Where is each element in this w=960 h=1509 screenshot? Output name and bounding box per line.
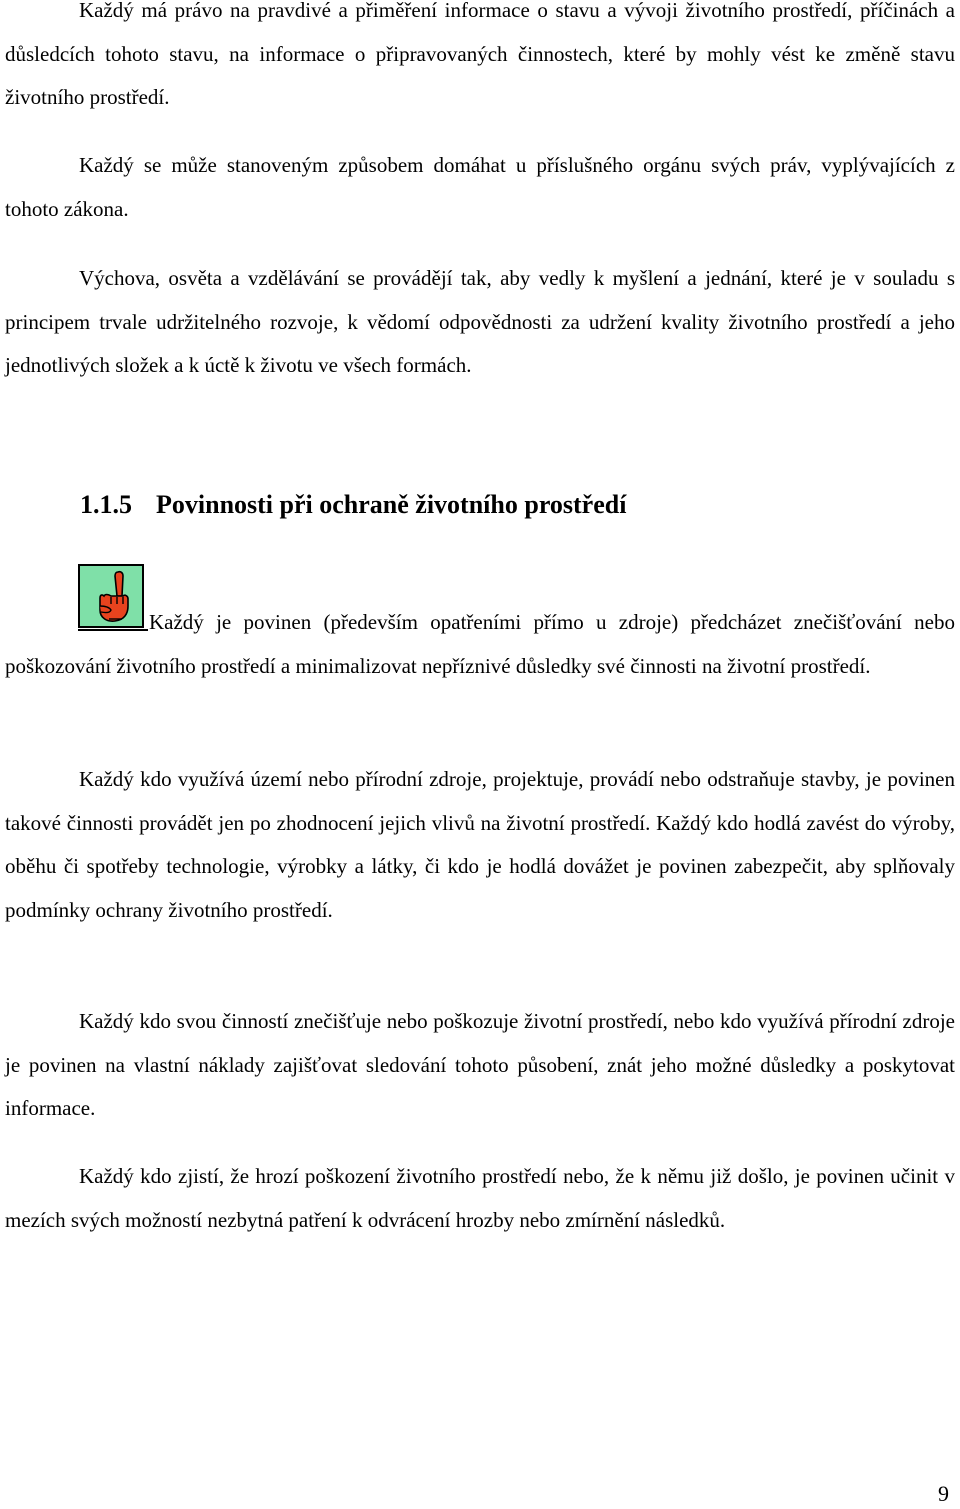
section-heading <box>80 485 626 525</box>
section-number: 1.1.5 <box>80 490 132 519</box>
paragraph-education: Výchova, osvěta a vzdělávání se provádějí tak, aby vedly k myšlení a jednání, které je v souladu s principem trvale udržitelného rozvoje, k vědomí odpovědnosti za udržení kvality životního prostředí a jeho jednotlivých složek a k úctě k životu ve všech formách. <box>5 266 955 377</box>
paragraph-duty-monitor: Každý kdo svou činností znečišťuje nebo poškozuje životní prostředí, nebo kdo využívá přírodní zdroje je povinen na vlastní náklady zajišťovat sledování tohoto působení, znát jeho možné důsledky a poskytovat informace. <box>5 1009 955 1120</box>
paragraph-duty-assess-impacts: Každý kdo využívá území nebo přírodní zdroje, projektuje, provádí nebo odstraňuje stavby, je povinen takové činnosti provádět jen po zhodnocení jejich vlivů na životní prostředí. Každý kdo hodlá zavést do výroby, oběhu či spotřeby technologie, výrobky a látky, či kdo je hodlá dovážet je povinen zabezpečit, aby splňovaly podmínky ochrany životního prostředí. <box>5 767 955 922</box>
paragraph-duty-prevent-pollution: Každý je povinen (především opatřeními přímo u zdroje) předcházet znečišťování nebo poškozování životního prostředí a minimalizovat nepříznivé důsledky své činnosti na životní prostředí. <box>5 610 955 678</box>
page-number: 9 <box>938 1481 949 1506</box>
paragraph-right-to-information: Každý má právo na pravdivé a přiměření informace o stavu a vývoji životního prostředí, příčinách a důsledcích tohoto stavu, na informace o připravovaných činnostech, které by mohly vést ke změně stavu životního prostředí. <box>5 0 955 109</box>
paragraph-duty-avert-damage: Každý kdo zjistí, že hrozí poškození životního prostředí nebo, že k němu již došlo, je povinen učinit v mezích svých možností nezbytná patření k odvrácení hrozby nebo zmírnění následků. <box>5 1164 955 1232</box>
paragraph-right-to-claim: Každý se může stanoveným způsobem domáhat u příslušného orgánu svých práv, vyplývajících z tohoto zákona. <box>5 153 955 221</box>
section-title: Povinnosti při ochraně životního prostředí <box>156 490 627 519</box>
